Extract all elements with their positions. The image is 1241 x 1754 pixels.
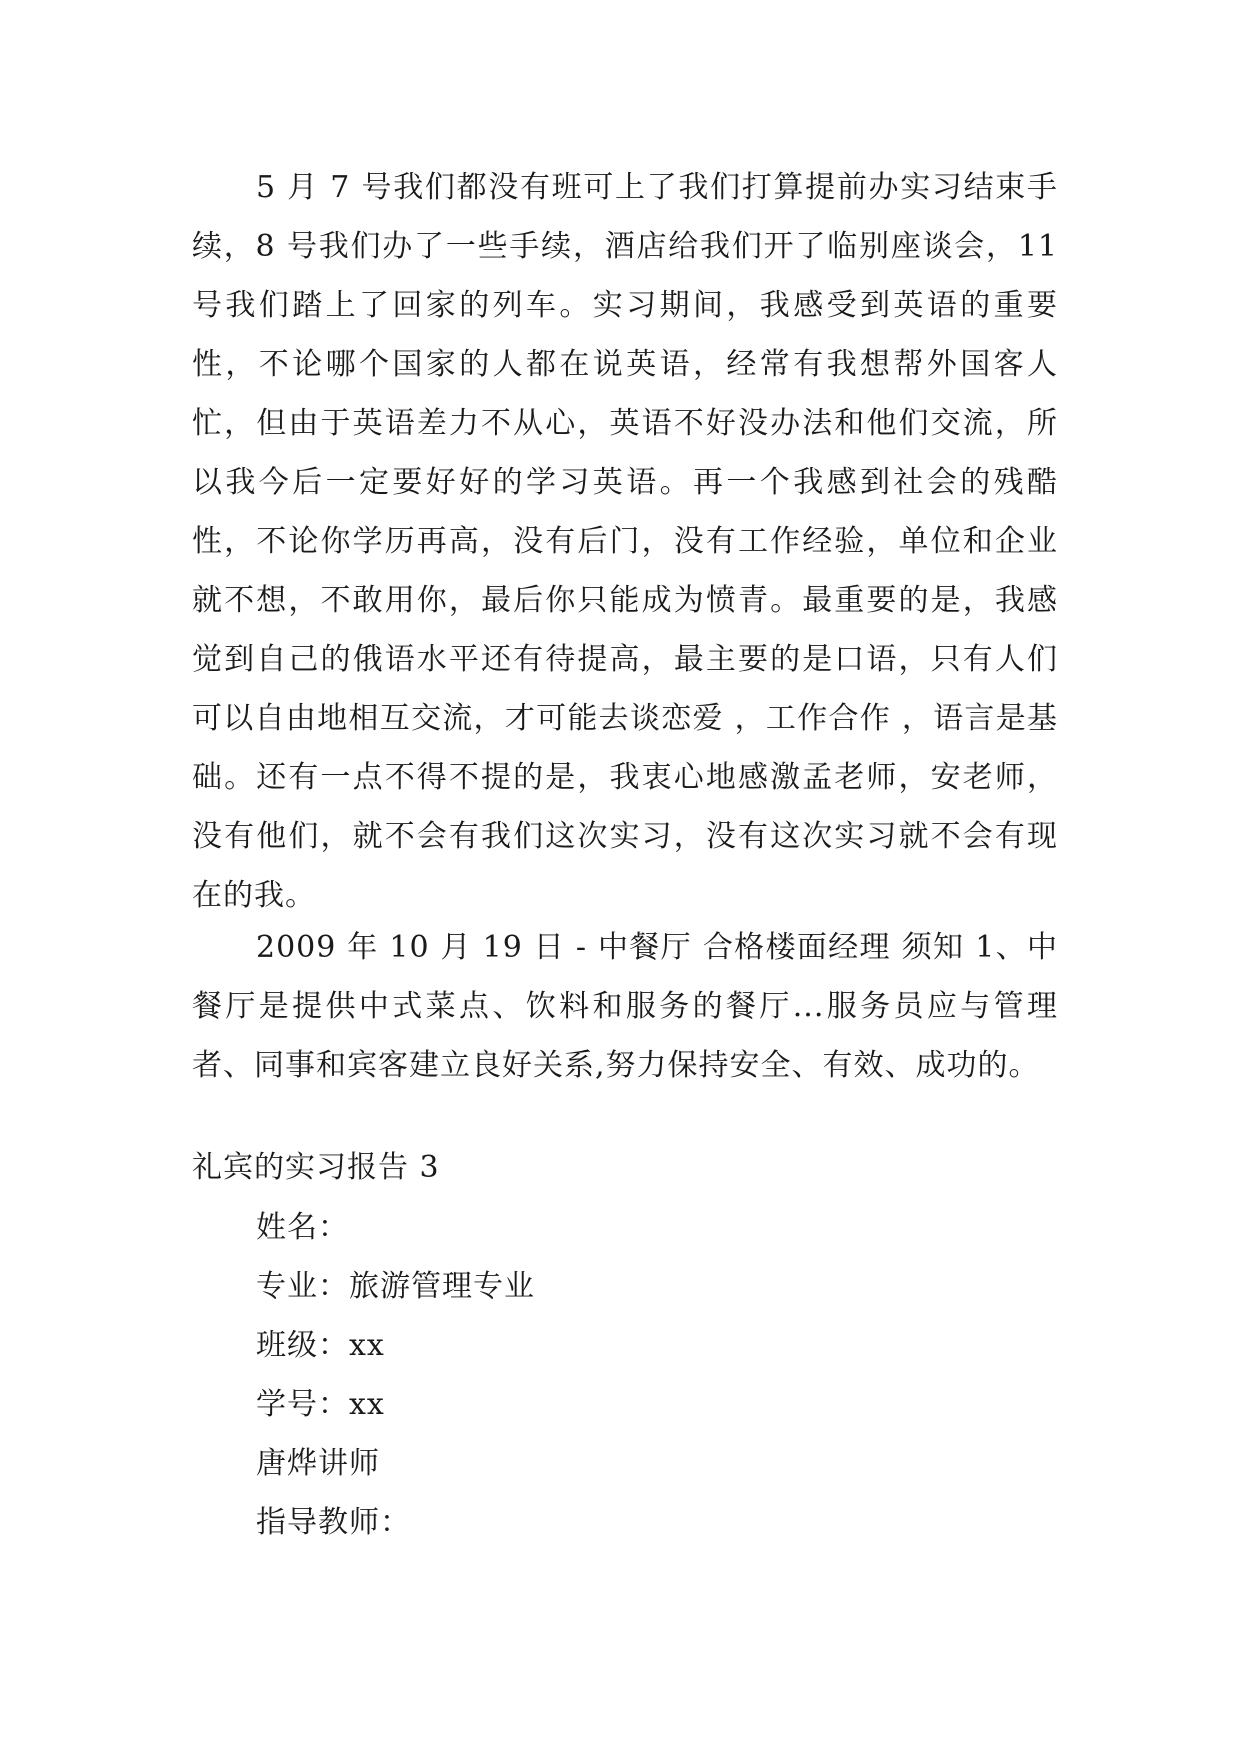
report-info-list [256,1198,535,1552]
info-advisor: 指导教师： [256,1505,411,1540]
info-name: 姓名： [256,1210,349,1245]
paragraph-internship-reflection: 5 月 7 号我们都没有班可上了我们打算提前办实习结束手续，8 号我们办了一些手续，酒店给我们开了临别座谈会，11 号我们踏上了回家的列车。实习期间，我感受到英语的重要性，不论哪个国家的人都在说英语，经常有我想帮外国客人忙，但由于英语差力不从心，英语不好没办法和他们交流，所以我今后一定要好好的学习英语。再一个我感到社会的残酷性，不论你学历再高，没有后门，没有工作经验，单位和企业就不想，不敢用你，最后你只能成为愤青。最重要的是，我感觉到自己的俄语水平还有待提高，最主要的是口语，只有人们可以自由地相互交流，才可能去谈恋爱 ，工作合作 ，语言是基础。还有一点不得不提的是，我衷心地感激孟老师，安老师，没有他们，就不会有我们这次实习，没有这次实习就不会有现在的我。 [192,170,1058,913]
paragraph-restaurant-notice: 2009 年 10 月 19 日 - 中餐厅 合格楼面经理 须知 1、中餐厅是提供中式菜点、饮料和服务的餐厅...服务员应与管理者、同事和宾客建立良好关系,努力保持安全、有效、成功的。 [192,930,1058,1083]
info-student-id: 学号：xx [256,1387,385,1422]
section-title: 礼宾的实习报告 3 [192,1150,440,1185]
info-class: 班级：xx [256,1328,385,1363]
info-lecturer: 唐烨讲师 [256,1446,380,1481]
info-major: 专业：旅游管理专业 [256,1269,535,1304]
